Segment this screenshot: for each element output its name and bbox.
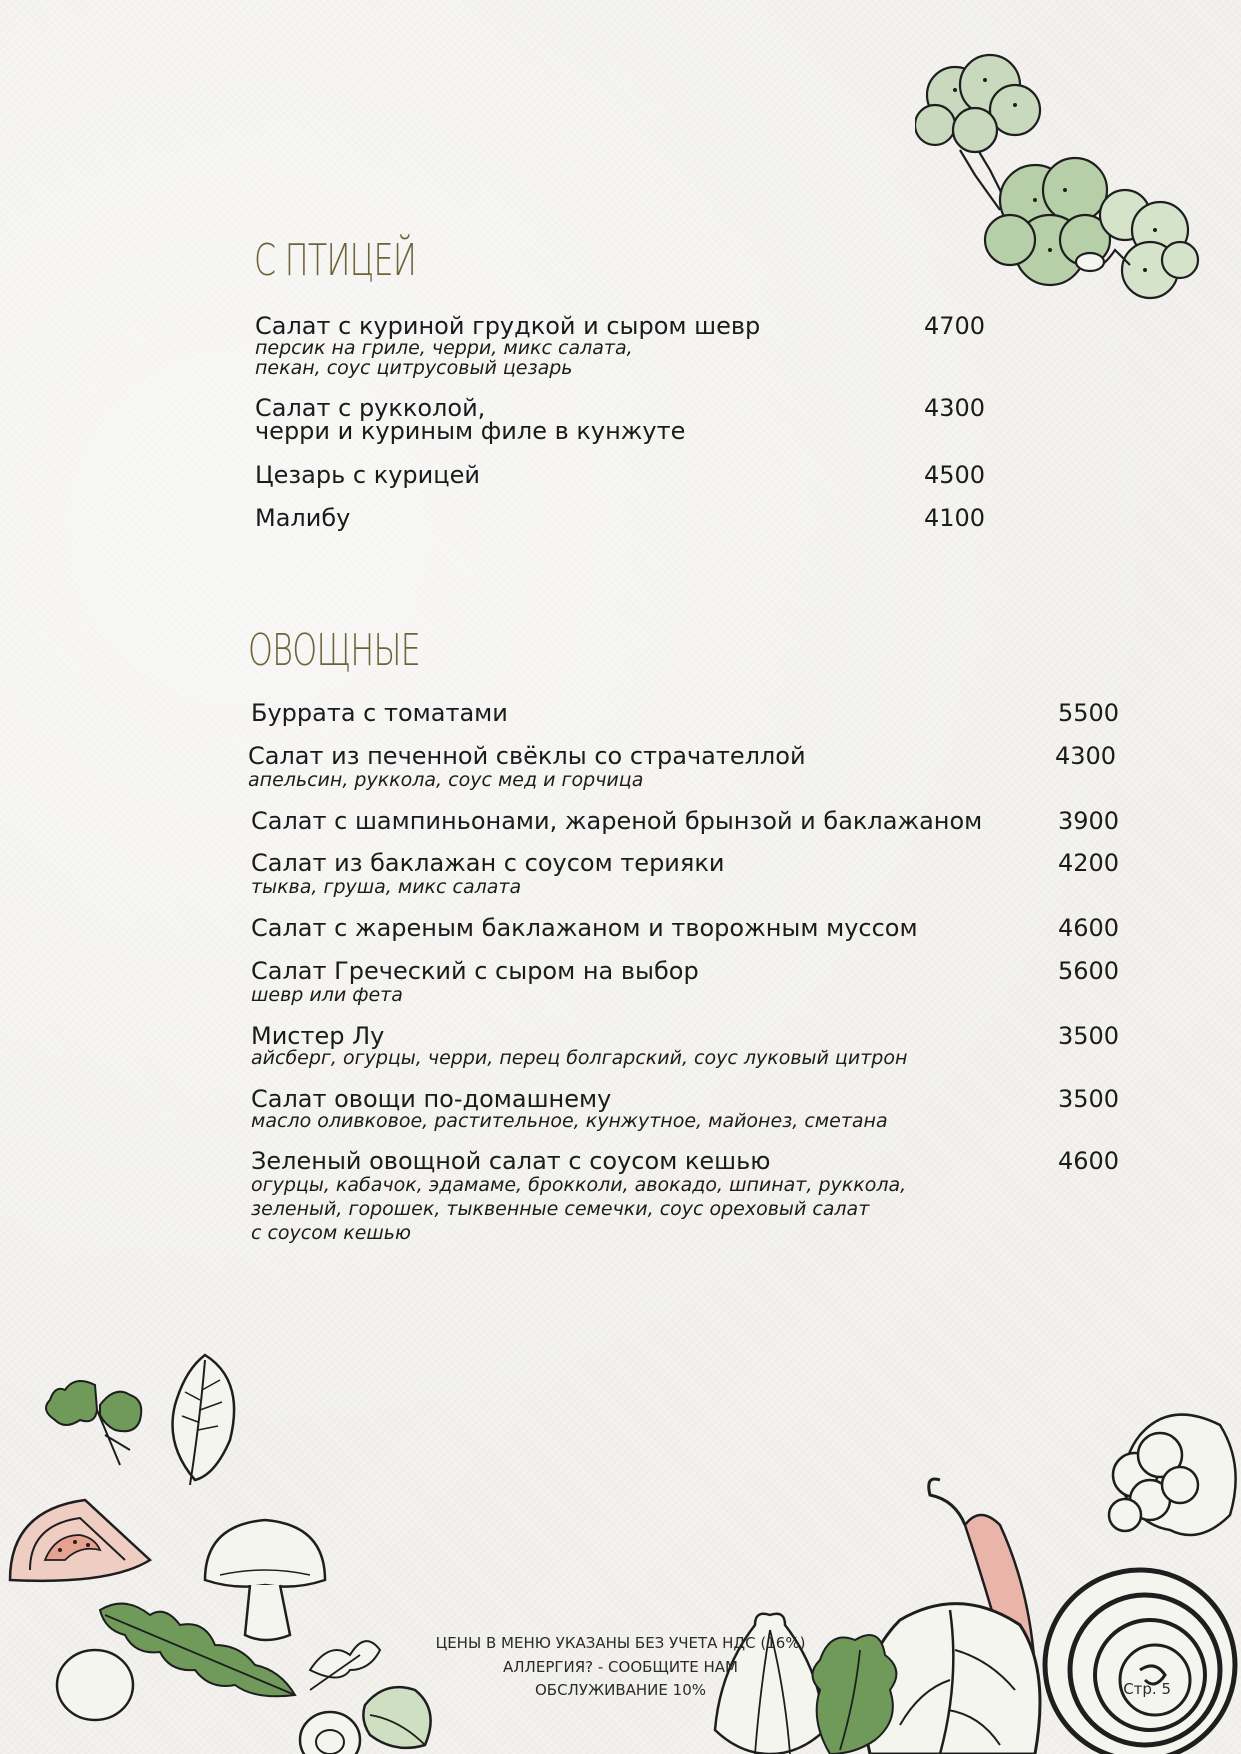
item-price: 4100	[924, 504, 986, 532]
menu-item	[251, 807, 1121, 835]
item-description: айсберг, огурцы, черри, перец болгарский, соус луковый цитрон	[251, 1047, 908, 1069]
item-name: Салат из баклажан с соусом терияки	[251, 849, 725, 877]
item-price: 5500	[1058, 699, 1120, 727]
menu-item	[251, 1022, 1121, 1069]
item-description: персик на гриле, черри, микс салата, пекан, соус цитрусовый цезарь	[255, 337, 633, 379]
menu-item	[251, 849, 1121, 899]
menu-item	[251, 1085, 1121, 1132]
item-name: Малибу	[255, 504, 351, 532]
item-price: 3500	[1058, 1022, 1120, 1050]
item-price: 3500	[1058, 1085, 1120, 1113]
item-name: Салат Греческий с сыром на выбор	[251, 957, 699, 985]
section-title-vegetable: ОВОЩНЫЕ	[248, 625, 421, 676]
menu-item	[251, 699, 1121, 727]
item-description: шевр или фета	[251, 984, 403, 1006]
item-price: 4300	[1055, 742, 1117, 770]
item-price: 4600	[1058, 1147, 1120, 1175]
item-name: Зеленый овощной салат с соусом кешью	[251, 1147, 771, 1175]
basil-leaf-icon	[160, 1350, 250, 1490]
item-price: 3900	[1058, 807, 1120, 835]
item-name: Салат с жареным баклажаном и творожным муссом	[251, 914, 918, 942]
item-name: Цезарь с курицей	[255, 461, 480, 489]
item-description: масло оливковое, растительное, кунжутное, майонез, сметана	[251, 1110, 888, 1132]
item-name: Буррата с томатами	[251, 699, 508, 727]
item-price: 4700	[924, 312, 986, 340]
menu-item	[255, 461, 990, 489]
broccoli-icon	[915, 50, 1205, 310]
item-name: Салат с куриной грудкой и сыром шевр	[255, 312, 761, 340]
item-name: Салат с шампиньонами, жареной брынзой и баклажаном	[251, 807, 983, 835]
menu-item	[251, 1147, 1121, 1245]
item-name: Мистер Лу	[251, 1022, 385, 1050]
menu-item	[255, 394, 990, 445]
page-number: Стр. 5	[1123, 1680, 1171, 1698]
menu-item	[255, 312, 990, 379]
footer-service-note: ОБСЛУЖИВАНИЕ 10%	[534, 1681, 706, 1699]
item-price: 5600	[1058, 957, 1120, 985]
menu-item	[248, 742, 1118, 792]
menu-item	[251, 914, 1121, 942]
onion-icon	[290, 1700, 370, 1754]
item-description: тыква, груша, микс салата	[251, 876, 522, 898]
item-name: Салат из печенной свёклы со страчателлой	[248, 742, 806, 770]
item-price: 4500	[924, 461, 986, 489]
menu-item	[251, 957, 1121, 1007]
item-name: Салат овощи по-домашнему	[251, 1085, 612, 1113]
section-title-poultry: С ПТИЦЕЙ	[254, 235, 417, 286]
item-price: 4300	[924, 394, 986, 422]
item-description: апельсин, руккола, соус мед и горчица	[248, 769, 644, 791]
item-description: огурцы, кабачок, эдамаме, брокколи, авокадо, шпинат, руккола, зеленый, горошек, тыквенные семечки, соус ореховый салат с соусом кешью	[251, 1174, 907, 1244]
footer-vat-note: ЦЕНЫ В МЕНЮ УКАЗАНЫ БЕЗ УЧЕТА НДС (16%)	[435, 1634, 806, 1652]
menu-item	[255, 504, 990, 532]
item-name: Салат с рукколой, черри и куриным филе в кунжуте	[255, 394, 686, 445]
item-price: 4200	[1058, 849, 1120, 877]
item-price: 4600	[1058, 914, 1120, 942]
parsley-icon	[35, 1365, 155, 1475]
footer-allergy-note: АЛЛЕРГИЯ? - СООБЩИТЕ НАМ	[503, 1658, 738, 1676]
